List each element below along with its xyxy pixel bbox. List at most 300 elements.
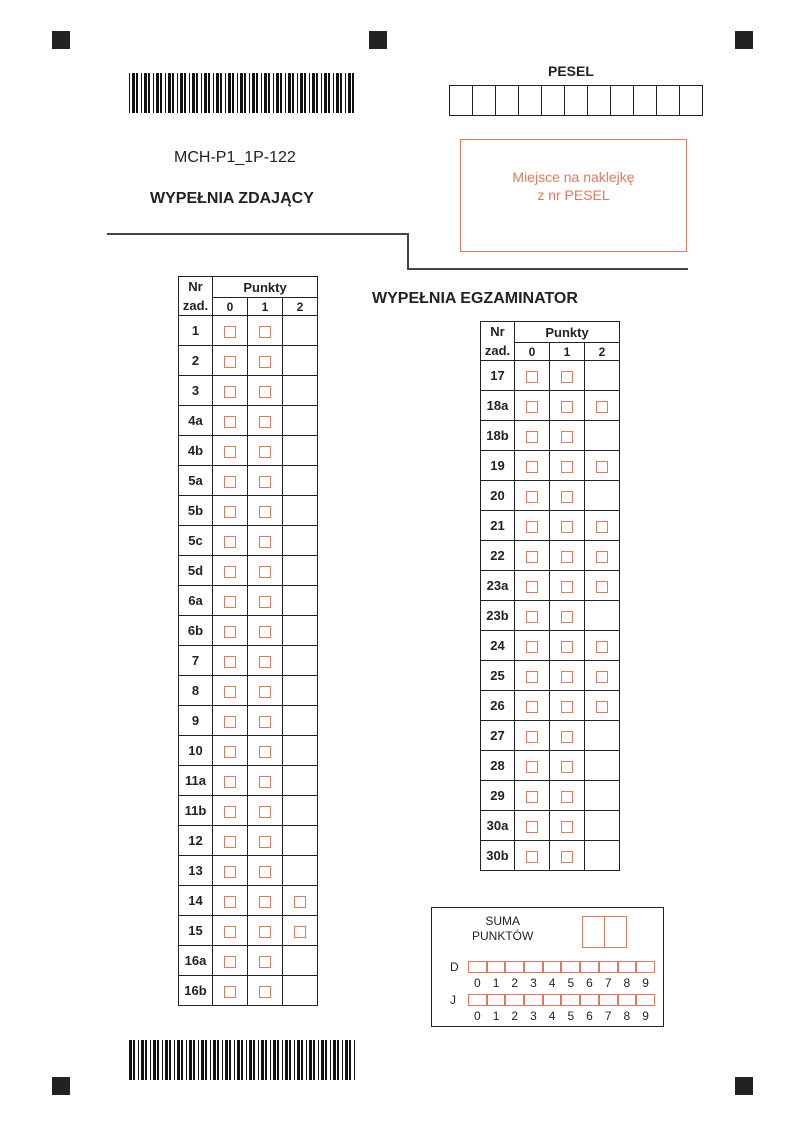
points-cell-2 xyxy=(283,376,318,406)
points-cell-2 xyxy=(585,661,620,691)
score-checkbox[interactable] xyxy=(259,926,271,938)
points-cell-0 xyxy=(213,586,248,616)
tens-digit-row xyxy=(450,960,655,974)
score-checkbox[interactable] xyxy=(561,611,573,623)
tens-digit-checkbox[interactable] xyxy=(468,961,487,973)
points-cell-2 xyxy=(585,511,620,541)
task-row xyxy=(481,391,620,421)
task-row xyxy=(179,466,318,496)
col-header-2: 2 xyxy=(585,343,620,361)
score-checkbox[interactable] xyxy=(561,761,573,773)
task-number: 9 xyxy=(179,706,213,736)
score-checkbox[interactable] xyxy=(596,641,608,653)
score-checkbox[interactable] xyxy=(259,866,271,878)
task-row xyxy=(179,796,318,826)
pesel-digit-box[interactable] xyxy=(610,86,633,115)
points-cell-1 xyxy=(248,556,283,586)
score-checkbox[interactable] xyxy=(224,716,236,728)
digit-label: 9 xyxy=(642,1009,649,1023)
task-row xyxy=(481,661,620,691)
score-checkbox[interactable] xyxy=(259,386,271,398)
task-number: 4a xyxy=(179,406,213,436)
task-number: 5c xyxy=(179,526,213,556)
score-checkbox[interactable] xyxy=(561,581,573,593)
score-checkbox[interactable] xyxy=(224,596,236,608)
task-row xyxy=(179,496,318,526)
fill-candidate-title: WYPEŁNIA ZDAJĄCY xyxy=(150,190,314,207)
divider-step xyxy=(407,233,409,270)
units-digit-row xyxy=(450,993,655,1007)
task-row xyxy=(179,556,318,586)
tens-digit-checkbox[interactable] xyxy=(580,961,599,973)
score-checkbox[interactable] xyxy=(224,806,236,818)
points-cell-1 xyxy=(248,916,283,946)
pesel-digit-box[interactable] xyxy=(472,86,495,115)
units-digit-checkbox[interactable] xyxy=(580,994,599,1006)
score-checkbox[interactable] xyxy=(224,746,236,758)
pesel-input[interactable] xyxy=(449,85,703,116)
score-checkbox[interactable] xyxy=(526,431,538,443)
points-cell-0 xyxy=(213,406,248,436)
points-cell-2 xyxy=(283,706,318,736)
task-number: 10 xyxy=(179,736,213,766)
score-checkbox[interactable] xyxy=(526,791,538,803)
score-checkbox[interactable] xyxy=(259,416,271,428)
units-digit-checkbox[interactable] xyxy=(524,994,543,1006)
score-checkbox[interactable] xyxy=(526,611,538,623)
score-checkbox[interactable] xyxy=(224,476,236,488)
points-cell-2 xyxy=(585,751,620,781)
score-checkbox[interactable] xyxy=(526,461,538,473)
score-table-left xyxy=(178,276,318,1006)
col-header-1: 1 xyxy=(248,298,283,316)
tens-checkboxes xyxy=(468,961,655,973)
task-number: 25 xyxy=(481,661,515,691)
score-checkbox[interactable] xyxy=(526,821,538,833)
task-row xyxy=(179,526,318,556)
score-checkbox[interactable] xyxy=(526,701,538,713)
score-checkbox[interactable] xyxy=(526,731,538,743)
task-row xyxy=(179,586,318,616)
score-table-right xyxy=(480,321,620,871)
sticker-text-line1: Miejsce na naklejkę xyxy=(512,169,635,185)
digit-label: 1 xyxy=(492,976,500,990)
points-cell-0 xyxy=(213,976,248,1006)
col-header-2: 2 xyxy=(283,298,318,316)
score-checkbox[interactable] xyxy=(561,491,573,503)
task-number: 5a xyxy=(179,466,213,496)
digit-label: 6 xyxy=(586,1009,593,1023)
points-cell-2 xyxy=(283,916,318,946)
points-cell-2 xyxy=(283,796,318,826)
task-number: 16a xyxy=(179,946,213,976)
score-checkbox[interactable] xyxy=(259,776,271,788)
task-row xyxy=(481,691,620,721)
points-cell-2 xyxy=(585,451,620,481)
score-checkbox[interactable] xyxy=(259,956,271,968)
score-checkbox[interactable] xyxy=(526,851,538,863)
sum-tens-cell[interactable] xyxy=(583,917,604,947)
points-cell-0 xyxy=(213,346,248,376)
points-cell-2 xyxy=(283,766,318,796)
digit-label: 8 xyxy=(623,976,631,990)
task-number: 26 xyxy=(481,691,515,721)
task-number: 1 xyxy=(179,316,213,346)
points-cell-0 xyxy=(515,421,550,451)
score-checkbox[interactable] xyxy=(596,401,608,413)
corner-marker-top-right xyxy=(735,31,753,49)
score-checkbox[interactable] xyxy=(526,401,538,413)
points-cell-0 xyxy=(213,496,248,526)
tens-digit-checkbox[interactable] xyxy=(524,961,543,973)
score-checkbox[interactable] xyxy=(561,521,573,533)
task-row xyxy=(179,436,318,466)
score-checkbox[interactable] xyxy=(596,671,608,683)
digit-label: 7 xyxy=(604,976,612,990)
score-checkbox[interactable] xyxy=(259,326,271,338)
task-number: 2 xyxy=(179,346,213,376)
points-cell-1 xyxy=(248,406,283,436)
nr-header-line1: Nr xyxy=(490,324,505,339)
units-row-label: J xyxy=(450,993,456,1007)
points-cell-1 xyxy=(550,661,585,691)
digit-label: 9 xyxy=(642,976,649,990)
score-checkbox[interactable] xyxy=(259,626,271,638)
points-cell-2 xyxy=(585,541,620,571)
points-cell-2 xyxy=(585,481,620,511)
sum-label-line1: SUMA xyxy=(485,914,520,928)
digit-label: 4 xyxy=(548,1009,556,1023)
points-cell-1 xyxy=(248,886,283,916)
pesel-digit-box[interactable] xyxy=(564,86,587,115)
score-checkbox[interactable] xyxy=(259,806,271,818)
task-row xyxy=(481,571,620,601)
pesel-digit-box[interactable] xyxy=(656,86,679,115)
fill-examiner-title: WYPEŁNIA EGZAMINATOR xyxy=(372,290,578,307)
points-cell-2 xyxy=(585,361,620,391)
divider-left xyxy=(107,233,409,235)
corner-marker-bottom-left xyxy=(52,1077,70,1095)
score-checkbox[interactable] xyxy=(561,791,573,803)
score-checkbox[interactable] xyxy=(561,461,573,473)
digit-label: 5 xyxy=(567,1009,575,1023)
points-cell-0 xyxy=(515,571,550,601)
score-checkbox[interactable] xyxy=(224,326,236,338)
task-row xyxy=(481,781,620,811)
units-digit-checkbox[interactable] xyxy=(561,994,580,1006)
score-checkbox[interactable] xyxy=(224,386,236,398)
digit-label: 8 xyxy=(623,1009,631,1023)
points-cell-0 xyxy=(515,541,550,571)
points-cell-1 xyxy=(550,721,585,751)
points-cell-0 xyxy=(515,481,550,511)
score-checkbox[interactable] xyxy=(561,431,573,443)
tens-digit-checkbox[interactable] xyxy=(487,961,506,973)
task-number: 5b xyxy=(179,496,213,526)
points-header: Punkty xyxy=(515,322,620,343)
task-number: 30b xyxy=(481,841,515,871)
score-checkbox[interactable] xyxy=(224,566,236,578)
tens-digit-checkbox[interactable] xyxy=(505,961,524,973)
score-checkbox[interactable] xyxy=(561,371,573,383)
score-checkbox[interactable] xyxy=(259,446,271,458)
points-cell-1 xyxy=(248,976,283,1006)
task-number: 18b xyxy=(481,421,515,451)
score-checkbox[interactable] xyxy=(224,686,236,698)
score-checkbox[interactable] xyxy=(526,761,538,773)
score-checkbox[interactable] xyxy=(561,701,573,713)
task-number: 17 xyxy=(481,361,515,391)
barcode-top xyxy=(129,73,357,113)
score-checkbox[interactable] xyxy=(224,656,236,668)
score-checkbox[interactable] xyxy=(259,506,271,518)
points-cell-2 xyxy=(283,466,318,496)
points-cell-2 xyxy=(283,826,318,856)
points-cell-2 xyxy=(283,556,318,586)
units-digit-checkbox[interactable] xyxy=(618,994,637,1006)
sum-units-cell[interactable] xyxy=(604,917,626,947)
score-checkbox[interactable] xyxy=(596,551,608,563)
points-cell-1 xyxy=(248,706,283,736)
task-number: 7 xyxy=(179,646,213,676)
points-cell-0 xyxy=(515,661,550,691)
score-checkbox[interactable] xyxy=(596,581,608,593)
col-header-0: 0 xyxy=(515,343,550,361)
score-checkbox[interactable] xyxy=(561,671,573,683)
score-checkbox[interactable] xyxy=(224,506,236,518)
points-cell-1 xyxy=(248,586,283,616)
score-checkbox[interactable] xyxy=(526,371,538,383)
score-checkbox[interactable] xyxy=(259,566,271,578)
digit-label: 0 xyxy=(474,1009,481,1023)
task-row xyxy=(179,316,318,346)
units-digit-checkbox[interactable] xyxy=(487,994,506,1006)
points-cell-1 xyxy=(248,466,283,496)
tens-digit-checkbox[interactable] xyxy=(599,961,618,973)
score-checkbox[interactable] xyxy=(224,446,236,458)
points-cell-1 xyxy=(248,766,283,796)
points-cell-1 xyxy=(248,736,283,766)
units-digit-checkbox[interactable] xyxy=(505,994,524,1006)
score-checkbox[interactable] xyxy=(224,626,236,638)
tens-digit-checkbox[interactable] xyxy=(543,961,562,973)
points-cell-2 xyxy=(585,841,620,871)
digit-label: 7 xyxy=(604,1009,612,1023)
pesel-digit-box[interactable] xyxy=(679,86,702,115)
task-row xyxy=(481,451,620,481)
score-checkbox[interactable] xyxy=(224,776,236,788)
task-row xyxy=(481,511,620,541)
sum-points-box xyxy=(431,907,664,1027)
points-cell-1 xyxy=(550,691,585,721)
pesel-digit-box[interactable] xyxy=(633,86,656,115)
digit-label: 4 xyxy=(548,976,556,990)
points-cell-1 xyxy=(550,631,585,661)
pesel-digit-box[interactable] xyxy=(450,86,472,115)
pesel-label: PESEL xyxy=(548,63,594,79)
points-cell-1 xyxy=(550,601,585,631)
score-checkbox[interactable] xyxy=(259,836,271,848)
score-checkbox[interactable] xyxy=(259,476,271,488)
task-number: 3 xyxy=(179,376,213,406)
score-checkbox[interactable] xyxy=(596,701,608,713)
score-checkbox[interactable] xyxy=(561,731,573,743)
score-checkbox[interactable] xyxy=(259,896,271,908)
score-checkbox[interactable] xyxy=(526,521,538,533)
points-cell-2 xyxy=(585,721,620,751)
pesel-digit-box[interactable] xyxy=(587,86,610,115)
score-checkbox[interactable] xyxy=(561,551,573,563)
corner-marker-bottom-right xyxy=(735,1077,753,1095)
points-cell-1 xyxy=(248,316,283,346)
task-row xyxy=(179,376,318,406)
score-checkbox[interactable] xyxy=(294,926,306,938)
score-checkbox[interactable] xyxy=(224,416,236,428)
score-checkbox[interactable] xyxy=(224,896,236,908)
task-number: 8 xyxy=(179,676,213,706)
task-row xyxy=(179,676,318,706)
points-cell-1 xyxy=(550,841,585,871)
score-checkbox[interactable] xyxy=(259,746,271,758)
score-checkbox[interactable] xyxy=(224,866,236,878)
tens-row-label: D xyxy=(450,960,459,974)
points-cell-1 xyxy=(248,856,283,886)
points-cell-2 xyxy=(585,571,620,601)
points-cell-2 xyxy=(283,316,318,346)
task-row xyxy=(481,361,620,391)
points-cell-1 xyxy=(248,496,283,526)
score-checkbox[interactable] xyxy=(259,716,271,728)
tens-digit-checkbox[interactable] xyxy=(618,961,637,973)
units-digit-checkbox[interactable] xyxy=(543,994,562,1006)
score-checkbox[interactable] xyxy=(259,656,271,668)
digit-label: 2 xyxy=(511,1009,519,1023)
points-cell-0 xyxy=(213,706,248,736)
pesel-digit-box[interactable] xyxy=(541,86,564,115)
digit-label: 3 xyxy=(530,976,537,990)
pesel-sticker-area xyxy=(460,139,687,252)
task-number: 11b xyxy=(179,796,213,826)
score-checkbox[interactable] xyxy=(526,551,538,563)
points-cell-1 xyxy=(550,781,585,811)
score-checkbox[interactable] xyxy=(224,986,236,998)
task-row xyxy=(179,736,318,766)
points-cell-2 xyxy=(283,736,318,766)
task-row xyxy=(179,916,318,946)
points-cell-2 xyxy=(283,976,318,1006)
sticker-text-line2: z nr PESEL xyxy=(537,187,610,203)
points-cell-0 xyxy=(213,916,248,946)
points-cell-2 xyxy=(283,856,318,886)
score-checkbox[interactable] xyxy=(561,851,573,863)
units-checkboxes xyxy=(468,994,655,1006)
score-checkbox[interactable] xyxy=(259,686,271,698)
points-cell-0 xyxy=(213,526,248,556)
score-checkbox[interactable] xyxy=(526,491,538,503)
points-cell-0 xyxy=(213,856,248,886)
task-row xyxy=(179,766,318,796)
points-cell-0 xyxy=(213,796,248,826)
nr-header-line2: zad. xyxy=(182,298,209,313)
task-number: 20 xyxy=(481,481,515,511)
score-checkbox[interactable] xyxy=(224,536,236,548)
points-cell-1 xyxy=(248,646,283,676)
points-cell-2 xyxy=(585,691,620,721)
points-cell-0 xyxy=(515,451,550,481)
points-cell-2 xyxy=(585,391,620,421)
score-checkbox[interactable] xyxy=(596,461,608,473)
task-number: 29 xyxy=(481,781,515,811)
digit-label: 1 xyxy=(492,1009,500,1023)
score-checkbox[interactable] xyxy=(224,926,236,938)
points-header: Punkty xyxy=(213,277,318,298)
score-checkbox[interactable] xyxy=(526,581,538,593)
points-cell-0 xyxy=(515,391,550,421)
task-number: 30a xyxy=(481,811,515,841)
score-checkbox[interactable] xyxy=(224,956,236,968)
score-checkbox[interactable] xyxy=(526,671,538,683)
units-digit-checkbox[interactable] xyxy=(468,994,487,1006)
points-cell-0 xyxy=(213,886,248,916)
points-cell-1 xyxy=(248,616,283,646)
points-cell-2 xyxy=(283,946,318,976)
task-number: 22 xyxy=(481,541,515,571)
points-cell-0 xyxy=(515,841,550,871)
points-cell-0 xyxy=(213,466,248,496)
task-number: 13 xyxy=(179,856,213,886)
score-checkbox[interactable] xyxy=(259,596,271,608)
points-cell-1 xyxy=(550,361,585,391)
score-checkbox[interactable] xyxy=(259,536,271,548)
corner-marker-top-left xyxy=(52,31,70,49)
task-row xyxy=(179,346,318,376)
task-number: 12 xyxy=(179,826,213,856)
corner-marker-top-center xyxy=(369,31,387,49)
score-checkbox[interactable] xyxy=(596,521,608,533)
tens-digit-checkbox[interactable] xyxy=(636,961,655,973)
units-digit-checkbox[interactable] xyxy=(599,994,618,1006)
points-cell-2 xyxy=(585,811,620,841)
pesel-digit-box[interactable] xyxy=(495,86,518,115)
points-cell-2 xyxy=(283,586,318,616)
units-digit-checkbox[interactable] xyxy=(636,994,655,1006)
score-checkbox[interactable] xyxy=(561,821,573,833)
score-checkbox[interactable] xyxy=(224,836,236,848)
score-checkbox[interactable] xyxy=(561,401,573,413)
task-row xyxy=(179,946,318,976)
points-cell-2 xyxy=(283,346,318,376)
pesel-digit-box[interactable] xyxy=(518,86,541,115)
digit-label: 3 xyxy=(530,1009,537,1023)
points-cell-0 xyxy=(515,811,550,841)
score-checkbox[interactable] xyxy=(526,641,538,653)
score-checkbox[interactable] xyxy=(294,896,306,908)
task-row xyxy=(481,721,620,751)
score-checkbox[interactable] xyxy=(224,356,236,368)
col-header-1: 1 xyxy=(550,343,585,361)
tens-digit-checkbox[interactable] xyxy=(561,961,580,973)
points-cell-1 xyxy=(248,346,283,376)
score-checkbox[interactable] xyxy=(259,356,271,368)
task-row xyxy=(481,631,620,661)
score-checkbox[interactable] xyxy=(561,641,573,653)
units-digit-labels xyxy=(468,1009,655,1023)
task-row xyxy=(481,601,620,631)
score-checkbox[interactable] xyxy=(259,986,271,998)
task-number: 23b xyxy=(481,601,515,631)
digit-label: 0 xyxy=(474,976,481,990)
sum-total-cells[interactable] xyxy=(582,916,627,948)
